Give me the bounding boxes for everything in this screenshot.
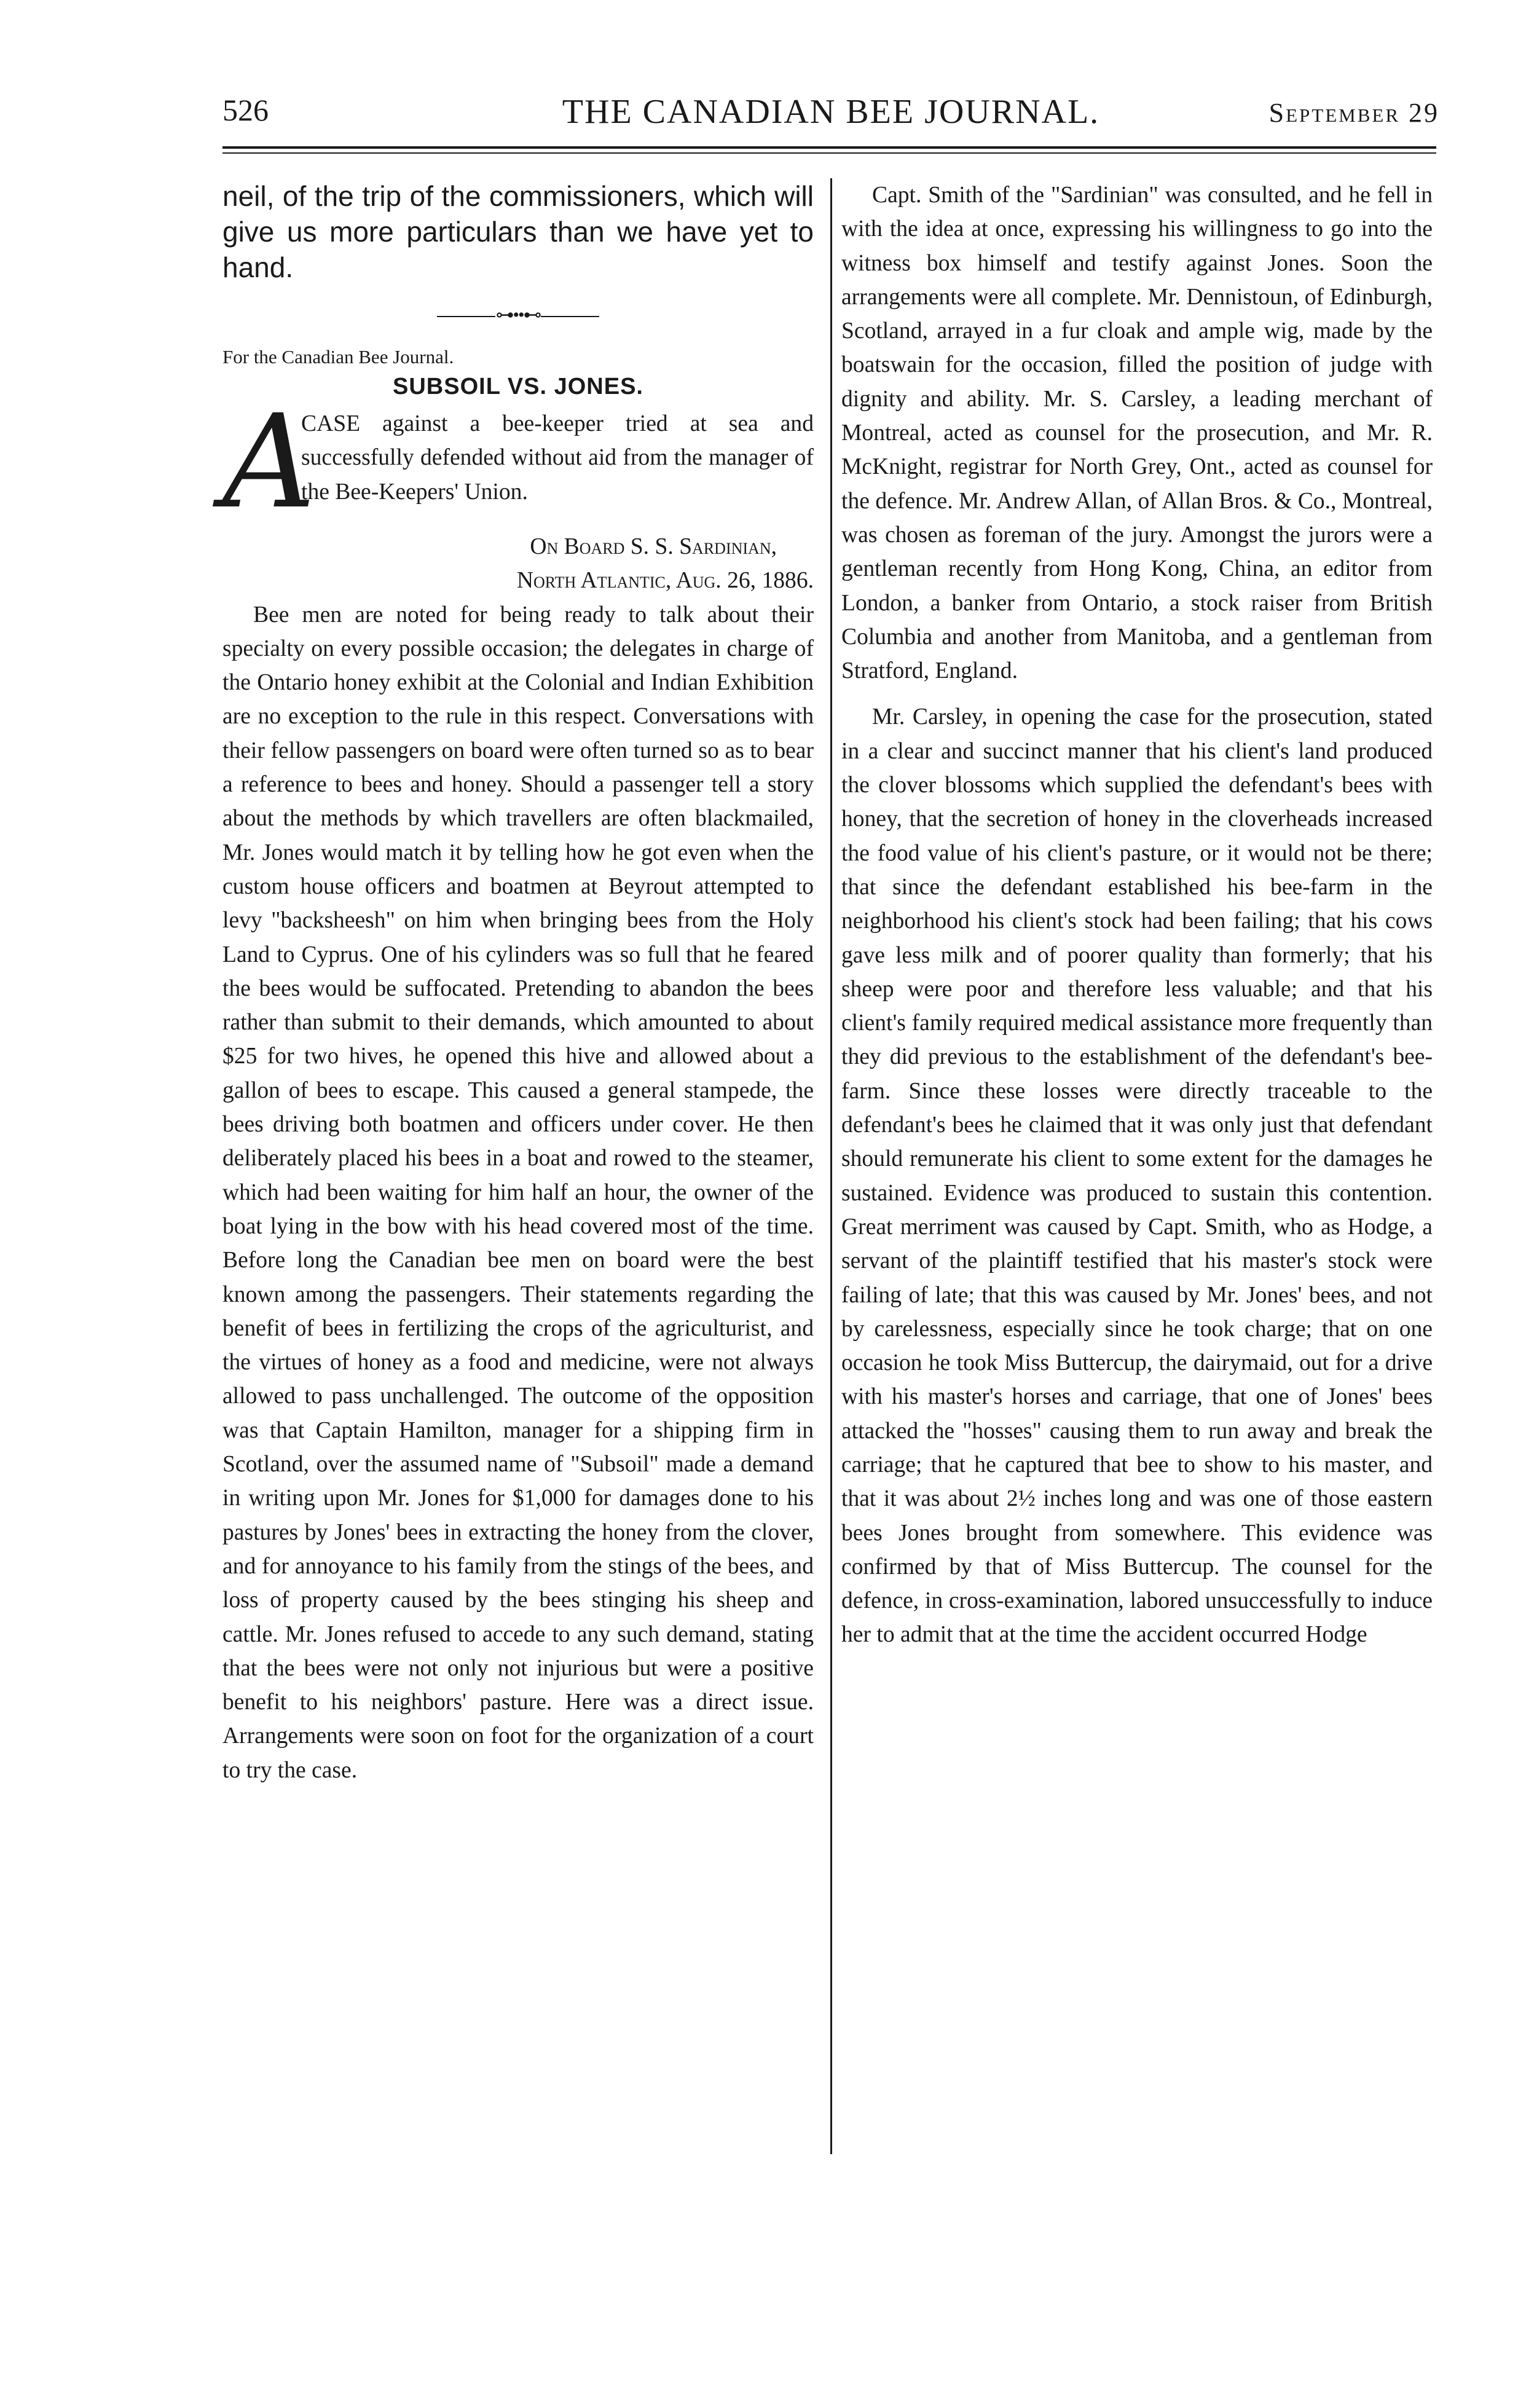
issue-date: September 29 bbox=[1268, 98, 1439, 128]
article-intro bbox=[222, 387, 814, 537]
drop-cap: A bbox=[222, 387, 316, 537]
ornament-glyph: ⊶••⊷ bbox=[495, 305, 541, 325]
dateline-date: North Atlantic, Aug. 26, 1886. bbox=[516, 568, 814, 594]
section-ornament bbox=[222, 306, 814, 325]
dateline-ship: On Board S. S. Sardinian, bbox=[530, 534, 777, 559]
intro-text: CASE against a bee-keeper tried at sea and successfully defended without aid from the manager of the Bee-Keepers' Union. bbox=[301, 411, 814, 505]
body-paragraph: Bee men are noted for being ready to talk about their specialty on every possible occasion; the delegates in charge of the Ontario honey exhibit at the Colonial and Indian Exhibition are no exception to the rule in this respect. Conversations with their fellow passengers on board were often turned so as to bear a reference to bees and honey. Should a passenger tell a story about the methods by which travellers are often blackmailed, Mr. Jones would match it by telling how he got even when the custom house officers and boatmen at Beyrout attempted to levy "backsheesh" on him when bringing bees from the Holy Land to Cyprus. One of his cylinders was so full that he feared the bees would be suffocated. Pretending to abandon the bees rather than submit to their demands, which amounted to about $25 for two hives, he opened this hive and allowed about a gallon of bees to escape. This caused a general stampede, the bees driving both boatmen and officers under cover. He then deliberately placed his bees in a boat and rowed to the steamer, which had been waiting for him half an hour, the owner of the boat lying in the bow with his head covered most of the time. Before long the Canadian bee men on board were the best known among the passengers. Their statements regarding the benefit of bees in fertilizing the crops of the agriculturist, and the virtues of honey as a food and medicine, were not always allowed to pass unchallenged. The outcome of the opposition was that Captain Hamilton, manager for a shipping firm in Scotland, over the assumed name of "Subsoil" made a demand in writing upon Mr. Jones for $1,000 for damages done to his pastures by Jones' bees in extracting the honey from the clover, and for annoyance to his family from the stings of the bees, and loss of property caused by the bees stinging his sheep and cattle. Mr. Jones refused to accede to any such demand, stating that the bees were not only not injurious but were a positive benefit to his neighbors' pasture. Here was a direct issue. Arrangements were soon on foot for the organization of a court to try the case. bbox=[222, 602, 814, 1783]
article-title: SUBSOIL VS. JONES. bbox=[393, 374, 643, 399]
column-divider bbox=[830, 178, 832, 2154]
page-header bbox=[222, 92, 1439, 141]
body-paragraph: Mr. Carsley, in opening the case for the prosecution, stated in a clear and succinct manner that his client's land produced the clover blossoms which supplied the defendant's bees with honey, that the secretion of honey in the cloverheads increased the food value of his client's pasture, or it would not be there; that since the defendant established his bee-farm in the neighborhood his client's stock had been failing; that his cows gave less milk and of poorer quality than formerly; that his sheep were poor and therefore less valuable; and that his client's family required medical assistance more frequently than they did previous to the establishment of the defendant's bee-farm. Since these losses were directly traceable to the defendant's bees he claimed that it was only just that defendant should remunerate his client to some extent for the damages he sustained. Evidence was produced to sustain this contention. Great merriment was caused by Capt. Smith, who as Hodge, a servant of the plaintiff testified that his master's stock were failing of late; that this was caused by Mr. Jones' bees, and not by carelessness, especially since he took charge; that on one occasion he took Miss Buttercup, the dairymaid, out for a drive with his master's horses and carriage, that one of Jones' bees attacked the "hosses" causing them to run away and break the carriage; that he captured that bee to show to his master, and that it was about 2½ inches long and was one of those eastern bees Jones brought from somewhere. This evidence was confirmed by that of Miss Buttercup. The counsel for the defence, in cross-examination, labored unsuccessfully to induce her to admit that at the time the accident occurred Hodge bbox=[841, 704, 1433, 1648]
body-paragraph: Capt. Smith of the "Sardinian" was consulted, and he fell in with the idea at once, expressing his willingness to go into the witness box himself and testify against Jones. Soon the arrangements were all complete. Mr. Dennistoun, of Edinburgh, Scotland, arrayed in a fur cloak and ample wig, made by the boatswain for the occasion, filled the position of judge with dignity and ability. Mr. S. Carsley, a leading merchant of Montreal, acted as counsel for the prosecution, and Mr. R. McKnight, registrar for North Grey, Ont., acted as counsel for the defence. Mr. Andrew Allan, of Allan Bros. & Co., Montreal, was chosen as foreman of the jury. Amongst the jurors were a gentleman recently from Hong Kong, China, an editor from London, a banker from Ontario, a stock raiser from British Columbia and another from Manitoba, and a gentleman from Stratford, England. bbox=[841, 183, 1433, 684]
article-credit: For the Canadian Bee Journal. bbox=[222, 346, 454, 368]
header-rule bbox=[222, 146, 1436, 149]
journal-title: THE CANADIAN BEE JOURNAL. bbox=[562, 93, 1100, 131]
lead-paragraph: neil, of the trip of the commissioners, which will give us more particulars than we have yet to hand. bbox=[222, 180, 814, 283]
header-rule-thin bbox=[222, 152, 1436, 154]
right-column bbox=[841, 178, 1433, 1652]
left-column bbox=[222, 178, 814, 1787]
page-number: 526 bbox=[222, 93, 269, 127]
